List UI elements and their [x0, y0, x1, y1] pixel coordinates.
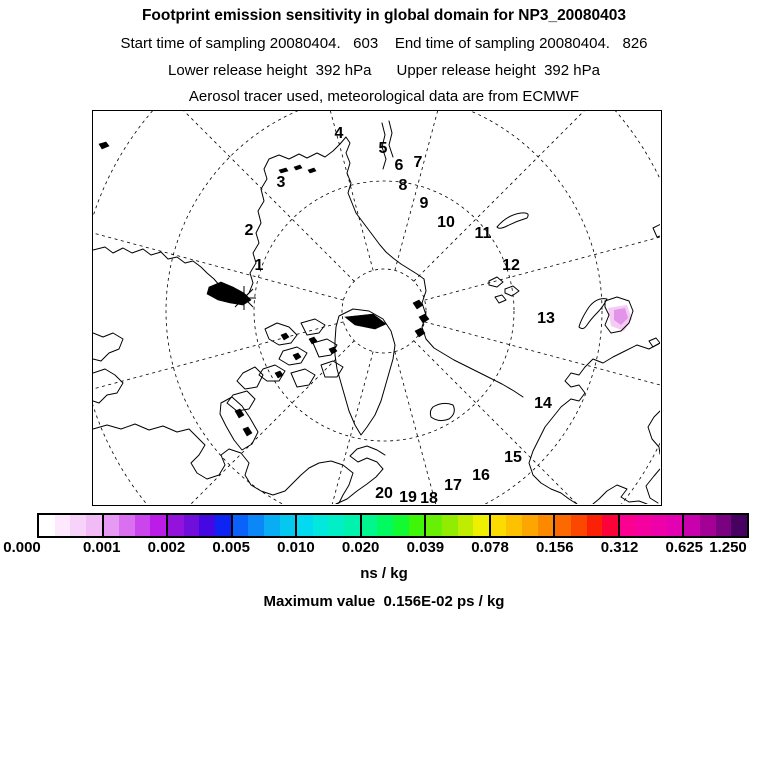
colorbar-tick-label: 0.078: [471, 539, 509, 556]
colorbar-cell: [409, 515, 425, 536]
colorbar-cell: [362, 515, 378, 536]
colorbar-cell: [442, 515, 458, 536]
colorbar-cell: [571, 515, 587, 536]
trajectory-day-label: 6: [394, 157, 404, 174]
colorbar-cell: [344, 515, 360, 536]
colorbar-cell: [538, 515, 554, 536]
coastlines: [93, 121, 660, 504]
colorbar-segment: [295, 515, 360, 536]
trajectory-day-label: 1: [254, 257, 264, 274]
colorbar-cell: [39, 515, 55, 536]
colorbar-cell: [393, 515, 409, 536]
trajectory-day-label: 8: [398, 177, 408, 194]
colorbar-cell: [491, 515, 507, 536]
colorbar-cell: [104, 515, 120, 536]
trajectory-day-label: 5: [378, 140, 388, 157]
trajectory-day-label: 12: [502, 257, 520, 274]
colorbar-tick-label: 0.000: [3, 539, 41, 556]
colorbar-cell: [248, 515, 264, 536]
colorbar-segment: [360, 515, 425, 536]
colorbar-cell: [731, 515, 747, 536]
trajectory-day-label: 9: [419, 195, 429, 212]
colorbar-cell: [86, 515, 102, 536]
colorbar-cell: [473, 515, 489, 536]
trajectory-day-label: 18: [420, 490, 438, 507]
colorbar-cell: [636, 515, 652, 536]
colorbar-tick-label: 0.002: [147, 539, 186, 556]
colorbar-cell: [684, 515, 700, 536]
map-panel: [92, 110, 662, 506]
trajectory-day-label: 7: [413, 154, 423, 171]
colorbar-segment: [682, 515, 747, 536]
colorbar-tick-label: 0.156: [536, 539, 574, 556]
tracer-meteo-line: Aerosol tracer used, meteorological data are from ECMWF: [188, 88, 580, 105]
colorbar-cell: [426, 515, 442, 536]
colorbar-cell: [280, 515, 296, 536]
trajectory-day-label: 4: [334, 125, 344, 142]
colorbar-cell: [297, 515, 313, 536]
colorbar-cell: [587, 515, 603, 536]
colorbar-cell: [602, 515, 618, 536]
trajectory-day-label: 13: [537, 310, 555, 327]
colorbar-cell: [620, 515, 636, 536]
colorbar-tick-label: 0.312: [600, 539, 639, 556]
colorbar-segment: [618, 515, 683, 536]
maximum-value-label: Maximum value 0.156E-02 ps / kg: [263, 593, 505, 610]
colorbar-tick-label: 0.001: [82, 539, 121, 556]
colorbar-cell: [119, 515, 135, 536]
colorbar-cell: [55, 515, 71, 536]
colorbar-cell: [184, 515, 200, 536]
colorbar-segment: [166, 515, 231, 536]
colorbar-tick-label: 0.625: [665, 539, 704, 556]
colorbar-cell: [313, 515, 329, 536]
figure-title: Footprint emission sensitivity in global domain for NP3_20080403: [141, 7, 627, 24]
colorbar-cell: [555, 515, 571, 536]
colorbar-cell: [264, 515, 280, 536]
trajectory-day-label: 2: [244, 222, 254, 239]
colorbar-segment: [489, 515, 554, 536]
sampling-times-line: Start time of sampling 20080404. 603 End time of sampling 20080404. 826: [120, 35, 648, 52]
colorbar-segment: [553, 515, 618, 536]
release-location-marker: [232, 286, 256, 310]
colorbar-cell: [233, 515, 249, 536]
footprint-sensitivity-patch: [608, 305, 632, 331]
colorbar-cell: [70, 515, 86, 536]
colorbar-tick-label: 1.250: [709, 539, 747, 556]
colorbar-segment: [424, 515, 489, 536]
colorbar-tick-label: 0.039: [406, 539, 445, 556]
trajectory-day-label: 10: [437, 214, 455, 231]
colorbar-segment: [231, 515, 296, 536]
colorbar-cell: [199, 515, 215, 536]
colorbar-tick-label: 0.010: [277, 539, 315, 556]
colorbar-tick-label: 0.020: [341, 539, 380, 556]
colorbar-cell: [377, 515, 393, 536]
colorbar-cell: [651, 515, 667, 536]
colorbar-cell: [168, 515, 184, 536]
release-heights-line: Lower release height 392 hPa Upper release height 392 hPa: [168, 62, 600, 79]
colorbar: [37, 513, 749, 538]
colorbar-cell: [458, 515, 474, 536]
colorbar-cell: [135, 515, 151, 536]
graticule-grid: [93, 111, 660, 504]
colorbar-segment: [102, 515, 167, 536]
trajectory-day-label: 3: [276, 174, 286, 191]
trajectory-day-label: 11: [474, 225, 492, 242]
trajectory-day-label: 17: [444, 477, 462, 494]
colorbar-cell: [328, 515, 344, 536]
colorbar-segment: [39, 515, 102, 536]
colorbar-cell: [522, 515, 538, 536]
trajectory-day-label: 14: [534, 395, 552, 412]
colorbar-cell: [667, 515, 683, 536]
trajectory-day-label: 19: [399, 489, 417, 506]
colorbar-cell: [716, 515, 732, 536]
coastline-map: [93, 111, 660, 504]
colorbar-cell: [506, 515, 522, 536]
colorbar-cell: [700, 515, 716, 536]
colorbar-tick-label: 0.005: [212, 539, 250, 556]
trajectory-day-label: 16: [472, 467, 490, 484]
trajectory-day-label: 20: [375, 485, 393, 502]
colorbar-units-label: ns / kg: [360, 565, 408, 582]
trajectory-day-label: 15: [504, 449, 522, 466]
colorbar-cell: [150, 515, 166, 536]
colorbar-cell: [215, 515, 231, 536]
